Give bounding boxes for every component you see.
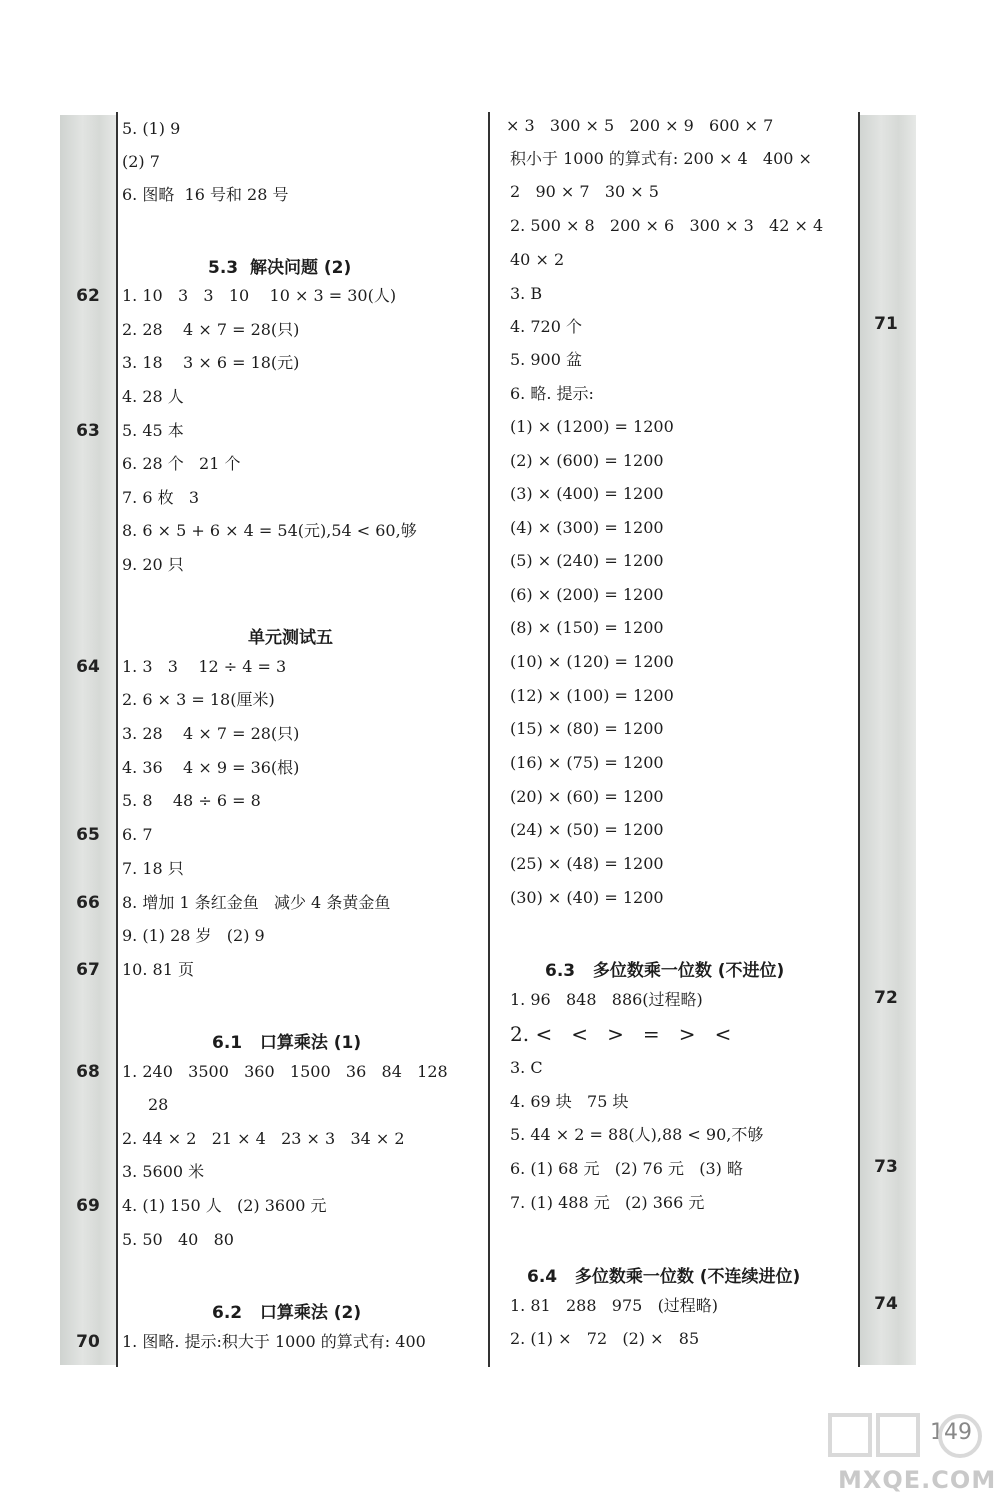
page-ref: 66 — [76, 893, 100, 913]
answer-line: (4) × (300) = 1200 — [510, 518, 664, 537]
right-column-rule — [858, 112, 860, 1367]
answer-line: 28 — [148, 1095, 169, 1114]
page-ref: 64 — [76, 657, 100, 677]
answer-line: 4. 69 块 75 块 — [510, 1092, 629, 1111]
answer-line: 2. 500 × 8 200 × 6 300 × 3 42 × 4 — [510, 216, 824, 235]
page-ref: 63 — [76, 421, 100, 441]
answer-line: 1. 81 288 975 (过程略) — [510, 1296, 719, 1315]
answer-line: (8) × (150) = 1200 — [510, 618, 664, 637]
section-title: 6.2 口算乘法 (2) — [212, 1303, 362, 1323]
page-ref: 68 — [76, 1062, 100, 1082]
right-margin-strip — [858, 115, 916, 1365]
answer-line: 1. 10 3 3 10 10 × 3 = 30(人) — [122, 286, 397, 305]
section-title: 6.3 多位数乘一位数 (不进位) — [545, 961, 785, 981]
answer-line: 5. 50 40 80 — [122, 1230, 234, 1249]
answer-line: (3) × (400) = 1200 — [510, 484, 664, 503]
answer-line: 2 90 × 7 30 × 5 — [510, 182, 659, 201]
answer-line: 5. 8 48 ÷ 6 = 8 — [122, 791, 261, 810]
answer-line: 3. B — [510, 284, 543, 303]
answer-line: 7. (1) 488 元 (2) 366 元 — [510, 1193, 705, 1212]
page-ref: 69 — [76, 1196, 100, 1216]
answer-line: (30) × (40) = 1200 — [510, 888, 664, 907]
answer-line: 3. 5600 米 — [122, 1162, 205, 1181]
answer-line: 4. 28 人 — [122, 387, 184, 406]
answer-line: 40 × 2 — [510, 250, 565, 269]
section-title: 6.1 口算乘法 (1) — [212, 1033, 362, 1053]
answer-line: (2) × (600) = 1200 — [510, 451, 664, 470]
page-ref: 74 — [874, 1294, 898, 1314]
answer-line: 1. 图略. 提示:积大于 1000 的算式有: 400 — [122, 1332, 426, 1351]
answer-line: 7. 6 枚 3 — [122, 488, 200, 507]
answer-line: 4. 720 个 — [510, 317, 582, 336]
answer-line: 8. 6 × 5 + 6 × 4 = 54(元),54 < 60,够 — [122, 521, 417, 540]
answer-line: 5. (1) 9 — [122, 119, 181, 138]
answer-line: 5. 45 本 — [122, 421, 184, 440]
answer-line: 9. 20 只 — [122, 555, 184, 574]
answer-line: (16) × (75) = 1200 — [510, 753, 664, 772]
answer-line: 1. 3 3 12 ÷ 4 = 3 — [122, 657, 287, 676]
answer-line: (20) × (60) = 1200 — [510, 787, 664, 806]
answer-line: 4. (1) 150 人 (2) 3600 元 — [122, 1196, 327, 1215]
answer-line: (1) × (1200) = 1200 — [510, 417, 674, 436]
page-ref: 62 — [76, 286, 100, 306]
answer-line: (10) × (120) = 1200 — [510, 652, 674, 671]
page-number: 149 — [930, 1420, 972, 1445]
answer-line: 6. 7 — [122, 825, 153, 844]
answer-line: (25) × (48) = 1200 — [510, 854, 664, 873]
answer-line: 5. 900 盆 — [510, 350, 582, 369]
page-ref: 72 — [874, 988, 898, 1008]
answer-line: (6) × (200) = 1200 — [510, 585, 664, 604]
answer-line: (24) × (50) = 1200 — [510, 820, 664, 839]
middle-column-rule — [488, 112, 490, 1367]
answer-line: × 3 300 × 5 200 × 9 600 × 7 — [506, 116, 774, 135]
answer-line: 6. 28 个 21 个 — [122, 454, 241, 473]
page-ref: 65 — [76, 825, 100, 845]
answer-line: 2. 44 × 2 21 × 4 23 × 3 34 × 2 — [122, 1129, 405, 1148]
page-ref: 70 — [76, 1332, 100, 1352]
answer-line: 5. 44 × 2 = 88(人),88 < 90,不够 — [510, 1125, 764, 1144]
answer-line: 7. 18 只 — [122, 859, 184, 878]
left-column-rule — [116, 112, 118, 1367]
answer-line: 10. 81 页 — [122, 960, 194, 979]
answer-line: 3. C — [510, 1058, 543, 1077]
answer-line: (15) × (80) = 1200 — [510, 719, 664, 738]
answer-line: 2. 6 × 3 = 18(厘米) — [122, 690, 275, 709]
watermark-text: MXQE.COM — [838, 1466, 997, 1494]
answer-line: 9. (1) 28 岁 (2) 9 — [122, 926, 265, 945]
answer-line: 6. (1) 68 元 (2) 76 元 (3) 略 — [510, 1159, 744, 1178]
answer-line: 3. 18 3 × 6 = 18(元) — [122, 353, 300, 372]
answer-line: 8. 增加 1 条红金鱼 减少 4 条黄金鱼 — [122, 893, 391, 912]
answer-line: 积小于 1000 的算式有: 200 × 4 400 × — [510, 149, 812, 168]
page-ref: 71 — [874, 314, 898, 334]
answer-line: 2. 28 4 × 7 = 28(只) — [122, 320, 300, 339]
answer-line: 2. < < > = > < — [510, 1022, 732, 1046]
section-title: 单元测试五 — [248, 628, 333, 648]
answer-line: 1. 240 3500 360 1500 36 84 128 — [122, 1062, 448, 1081]
section-title: 6.4 多位数乘一位数 (不连续进位) — [527, 1267, 801, 1287]
answer-line: 1. 96 848 886(过程略) — [510, 990, 703, 1009]
answer-line: (5) × (240) = 1200 — [510, 551, 664, 570]
page-ref: 73 — [874, 1157, 898, 1177]
answer-line: (12) × (100) = 1200 — [510, 686, 674, 705]
answer-line: (2) 7 — [122, 152, 160, 171]
answer-line: 3. 28 4 × 7 = 28(只) — [122, 724, 300, 743]
answer-line: 2. (1) × 72 (2) × 85 — [510, 1329, 700, 1348]
section-title: 5.3 解决问题 (2) — [208, 258, 352, 278]
answer-line: 4. 36 4 × 9 = 36(根) — [122, 758, 300, 777]
answer-line: 6. 图略 16 号和 28 号 — [122, 185, 289, 204]
answer-line: 6. 略. 提示: — [510, 384, 594, 403]
page-ref: 67 — [76, 960, 100, 980]
